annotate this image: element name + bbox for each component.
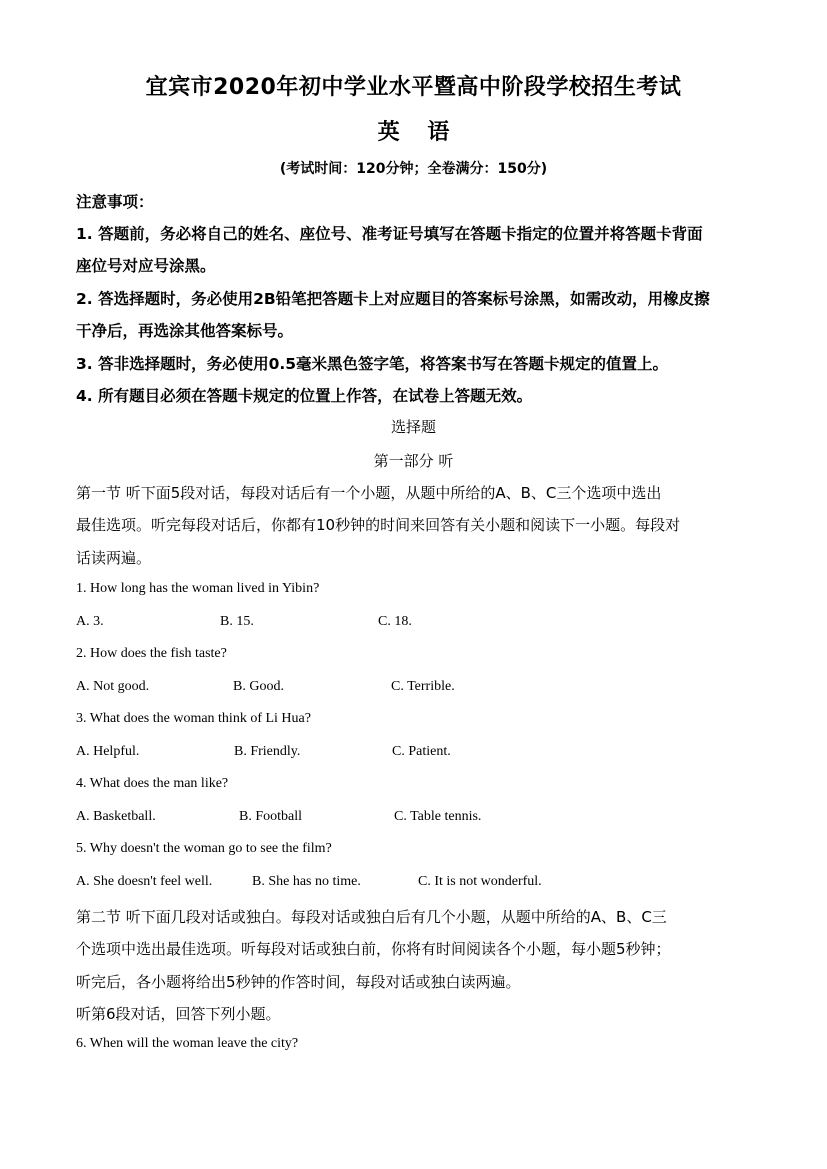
section2-intro-line: 第二节 听下面几段对话或独白。每段对话或独白后有几个小题，从题中所给的A、B、C三 (76, 908, 667, 926)
option-c: C. 18. (378, 614, 412, 629)
notice-line: 3. 答非选择题时，务必使用0.5毫米黑色签字笔，将答案书写在答题卡规定的值置上。 (76, 355, 669, 373)
notice-line: 4. 所有题目必须在答题卡规定的位置上作答，在试卷上答题无效。 (76, 387, 533, 405)
section-title: 选择题 (390, 418, 436, 436)
exam-title: 宜宾市2020年初中学业水平暨高中阶段学校招生考试 (145, 75, 682, 100)
option-a: A. Helpful. (76, 744, 140, 759)
section1-text: 最佳选项。听完每段对话后，你都有10秒钟的时间来回答有关小题和阅读下一小题。每段对 (76, 516, 681, 534)
section1-intro-line (76, 482, 661, 503)
subject-title (0, 115, 827, 146)
section2-intro-line: 听完后，各小题将给出5秒钟的作答时间，每段对话或独白读两遍。 (76, 973, 521, 991)
dialog-intro: 听第6段对话，回答下列小题。 (76, 1005, 281, 1023)
section1-text: 话读两遍。 (76, 549, 152, 567)
exam-time-info: (考试时间：120分钟；全卷满分：150分) (279, 161, 548, 177)
option-a: A. Basketball. (76, 809, 156, 824)
notice-heading: 注意事项： (76, 193, 154, 211)
question-1: 1. How long has the woman lived in Yibin? (76, 581, 320, 596)
option-c: C. It is not wonderful. (418, 874, 542, 889)
question-4: 4. What does the man like? (76, 776, 229, 791)
notice-line: 干净后，再选涂其他答案标号。 (76, 322, 294, 340)
part-title: 第一部分 听 (373, 452, 454, 470)
section1-text: 第一节 听下面5段对话，每段对话后有一个小题，从题中所给的A、B、C三个选项中选出 (76, 484, 662, 502)
section1-intro-line (76, 514, 680, 535)
option-b: B. Friendly. (234, 744, 301, 759)
option-b: B. 15. (220, 614, 254, 629)
notice-line: 2. 答选择题时，务必使用2B铅笔把答题卡上对应题目的答案标号涂黑，如需改动，用橡皮擦 (76, 290, 710, 308)
notice-line: 1. 答题前，务必将自己的姓名、座位号、准考证号填写在答题卡指定的位置并将答题卡背面 (76, 225, 703, 243)
question-5: 5. Why doesn't the woman go to see the film? (76, 841, 332, 856)
option-a: A. 3. (76, 614, 104, 629)
option-b: B. Good. (233, 679, 284, 694)
subject-char-2: 语 (427, 120, 450, 145)
option-b: B. Football (239, 809, 303, 824)
subject-char-1: 英 (377, 120, 400, 145)
question-3: 3. What does the woman think of Li Hua? (76, 711, 311, 726)
option-c: C. Patient. (392, 744, 451, 759)
option-c: C. Terrible. (391, 679, 455, 694)
option-a: A. She doesn't feel well. (76, 874, 213, 889)
option-c: C. Table tennis. (394, 809, 482, 824)
notice-line: 座位号对应号涂黑。 (76, 257, 216, 275)
question-2: 2. How does the fish taste? (76, 646, 227, 661)
option-a: A. Not good. (76, 679, 150, 694)
question-6: 6. When will the woman leave the city? (76, 1036, 299, 1051)
section2-intro-line: 个选项中选出最佳选项。听每段对话或独白前，你将有时间阅读各个小题，每小题5秒钟； (76, 940, 671, 958)
option-b: B. She has no time. (252, 874, 361, 889)
section1-intro-line (76, 547, 151, 568)
